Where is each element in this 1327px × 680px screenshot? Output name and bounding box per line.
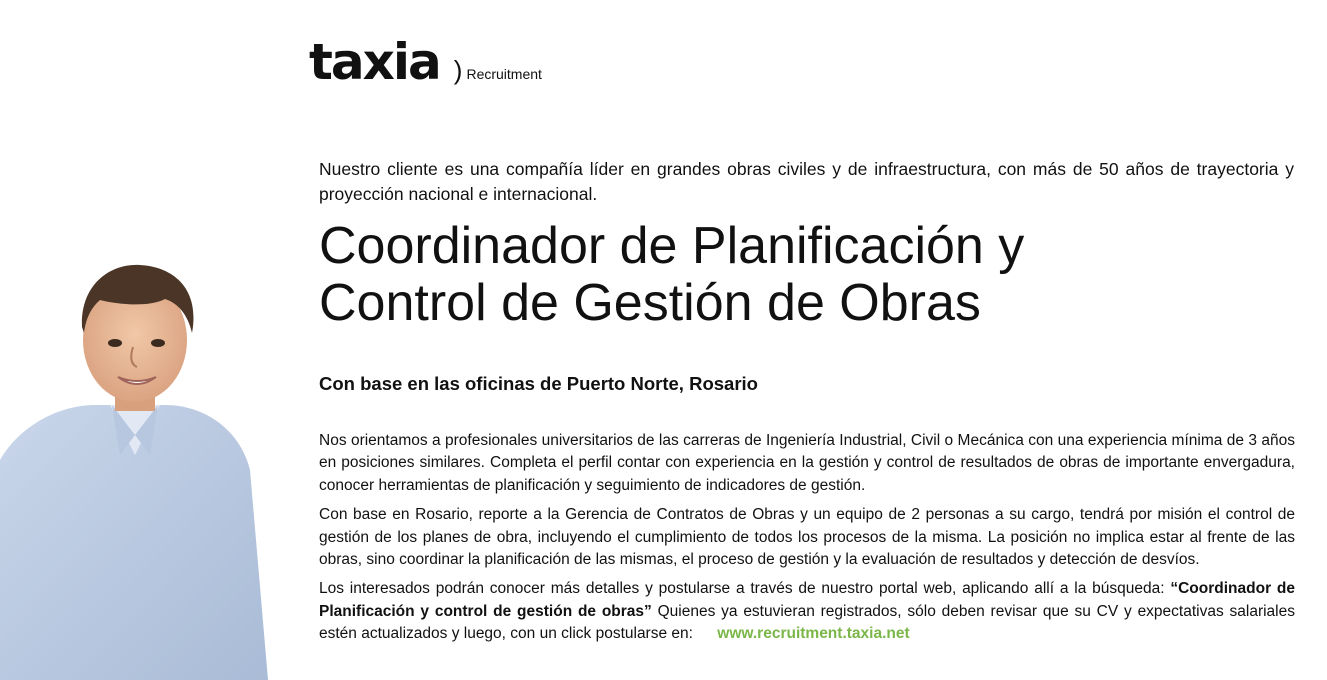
job-reference: “Coordinador de Planificación y control de gestión de obras” xyxy=(319,580,1295,620)
recruitment-link[interactable]: www.recruitment.taxia.net xyxy=(717,625,910,643)
job-title-line-2: Control de Gestión de Obras xyxy=(319,274,981,332)
application-paragraph xyxy=(319,578,1295,645)
requirements-paragraph: Nos orientamos a profesionales universitarios de las carreras de Ingeniería Industrial, Civil o Mecánica con una experiencia mínima de 3 años en posiciones similares. Completa el perfil contar con experiencia en la gestión y control de resultados de obras de importante envergadura, conocer herramientas de planificación y seguimiento de indicadores de gestión. xyxy=(319,432,1295,494)
job-title xyxy=(319,218,1309,332)
logo-wordmark: taxia xyxy=(309,33,440,91)
application-instructions: Quienes ya estuvieran registrados, sólo deben revisar que su CV y expectativas salariales estén actualizados y luego, con un click postularse en: xyxy=(319,602,1295,643)
application-lead: Los interesados podrán conocer más detalles y postularse a través de nuestro portal web, aplicando allí a la búsqueda: xyxy=(319,580,1165,598)
client-intro: Nuestro cliente es una compañía líder en grandes obras civiles y de infraestructura, con más de 50 años de trayectoria y proyección nacional e internacional. xyxy=(319,159,1294,204)
taxia-logo xyxy=(309,34,542,90)
candidate-photo xyxy=(0,255,270,680)
mission-paragraph: Con base en Rosario, reporte a la Gerencia de Contratos de Obras y un equipo de 2 personas a su cargo, tendrá por misión el control de gestión de los planes de obra, incluyendo el cumplimiento de todos los procesos de la misma. La posición no implica estar al frente de las obras, sino coordinar la planificación de las mismas, el proceso de gestión y la evaluación de resultados y detección de desvíos. xyxy=(319,506,1295,569)
logo-paren: ) xyxy=(453,55,463,85)
job-location: Con base en las oficinas de Puerto Norte, Rosario xyxy=(319,373,758,394)
job-description xyxy=(319,430,1295,653)
job-title-line-1: Coordinador de Planificación y xyxy=(319,217,1025,275)
logo-subtitle: Recruitment xyxy=(466,66,542,82)
